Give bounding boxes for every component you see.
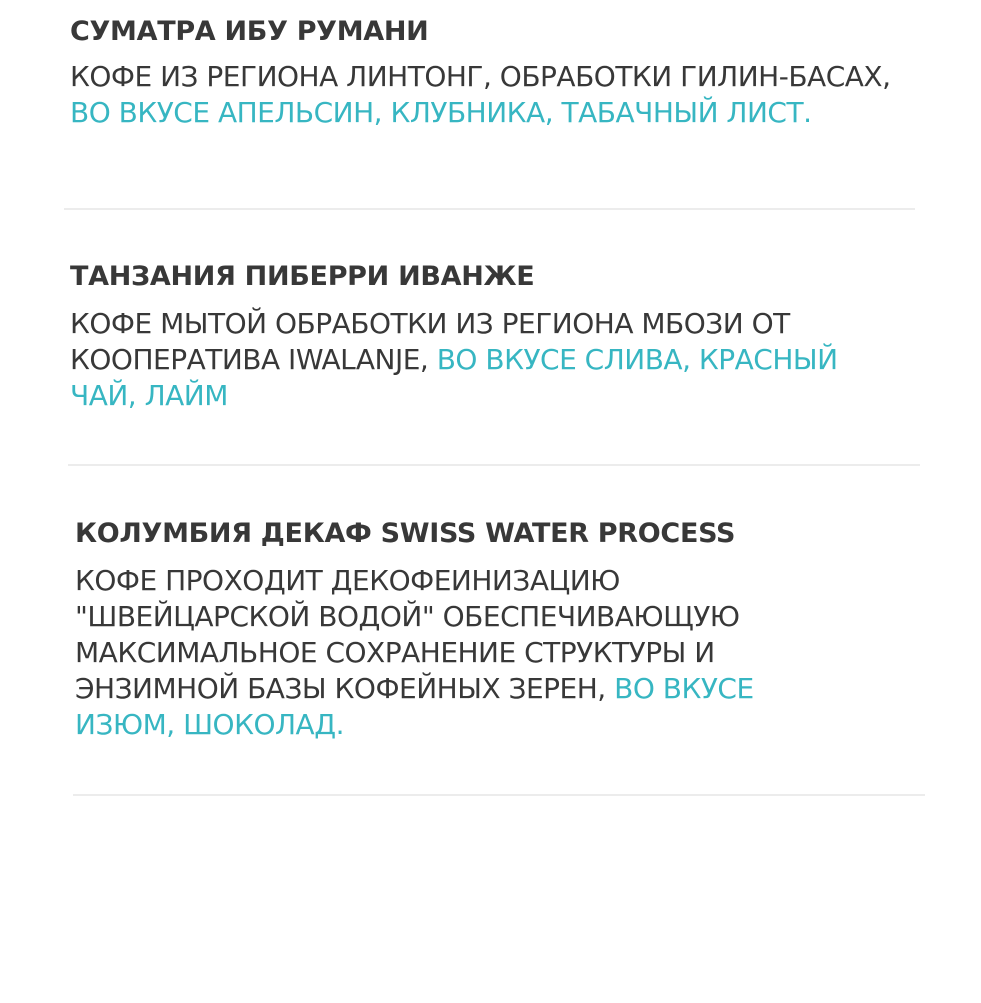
coffee-item-colombia <box>75 517 815 743</box>
coffee-item-description <box>75 563 815 743</box>
flavor-notes: ВО ВКУСЕ СЛИВА, КРАСНЫЙ ЧАЙ, ЛАЙМ <box>70 343 838 412</box>
coffee-item-description <box>70 59 900 131</box>
coffee-item-title: КОЛУМБИЯ ДЕКАФ SWISS WATER PROCESS <box>75 518 736 549</box>
divider <box>73 794 925 796</box>
description-text: КОФЕ ПРОХОДИТ ДЕКОФЕИНИЗАЦИЮ "ШВЕЙЦАРСКОЙ ВОДОЙ" ОБЕСПЕЧИВАЮЩУЮ МАКСИМАЛЬНОЕ СОХРАНЕНИЕ СТРУКТУРЫ И ЭНЗИМНОЙ БАЗЫ КОФЕЙНЫХ ЗЕРЕН, <box>75 564 740 705</box>
divider <box>64 208 915 210</box>
divider <box>68 464 920 466</box>
description-text: КОФЕ ИЗ РЕГИОНА ЛИНТОНГ, ОБРАБОТКИ ГИЛИН-БАСАХ, <box>70 60 891 93</box>
flavor-notes: ВО ВКУСЕ АПЕЛЬСИН, КЛУБНИКА, ТАБАЧНЫЙ ЛИСТ. <box>70 96 812 129</box>
description-text: КОФЕ МЫТОЙ ОБРАБОТКИ ИЗ РЕГИОНА МБОЗИ ОТ КООПЕРАТИВА IWALANJE, <box>70 307 790 376</box>
coffee-item-description <box>70 306 910 414</box>
coffee-item-sumatra <box>70 15 900 131</box>
coffee-item-tanzania <box>70 260 910 414</box>
coffee-item-title: ТАНЗАНИЯ ПИБЕРРИ ИВАНЖЕ <box>70 261 535 292</box>
coffee-item-title: СУМАТРА ИБУ РУМАНИ <box>70 16 429 47</box>
flavor-notes: ВО ВКУСЕ ИЗЮМ, ШОКОЛАД. <box>75 672 754 741</box>
